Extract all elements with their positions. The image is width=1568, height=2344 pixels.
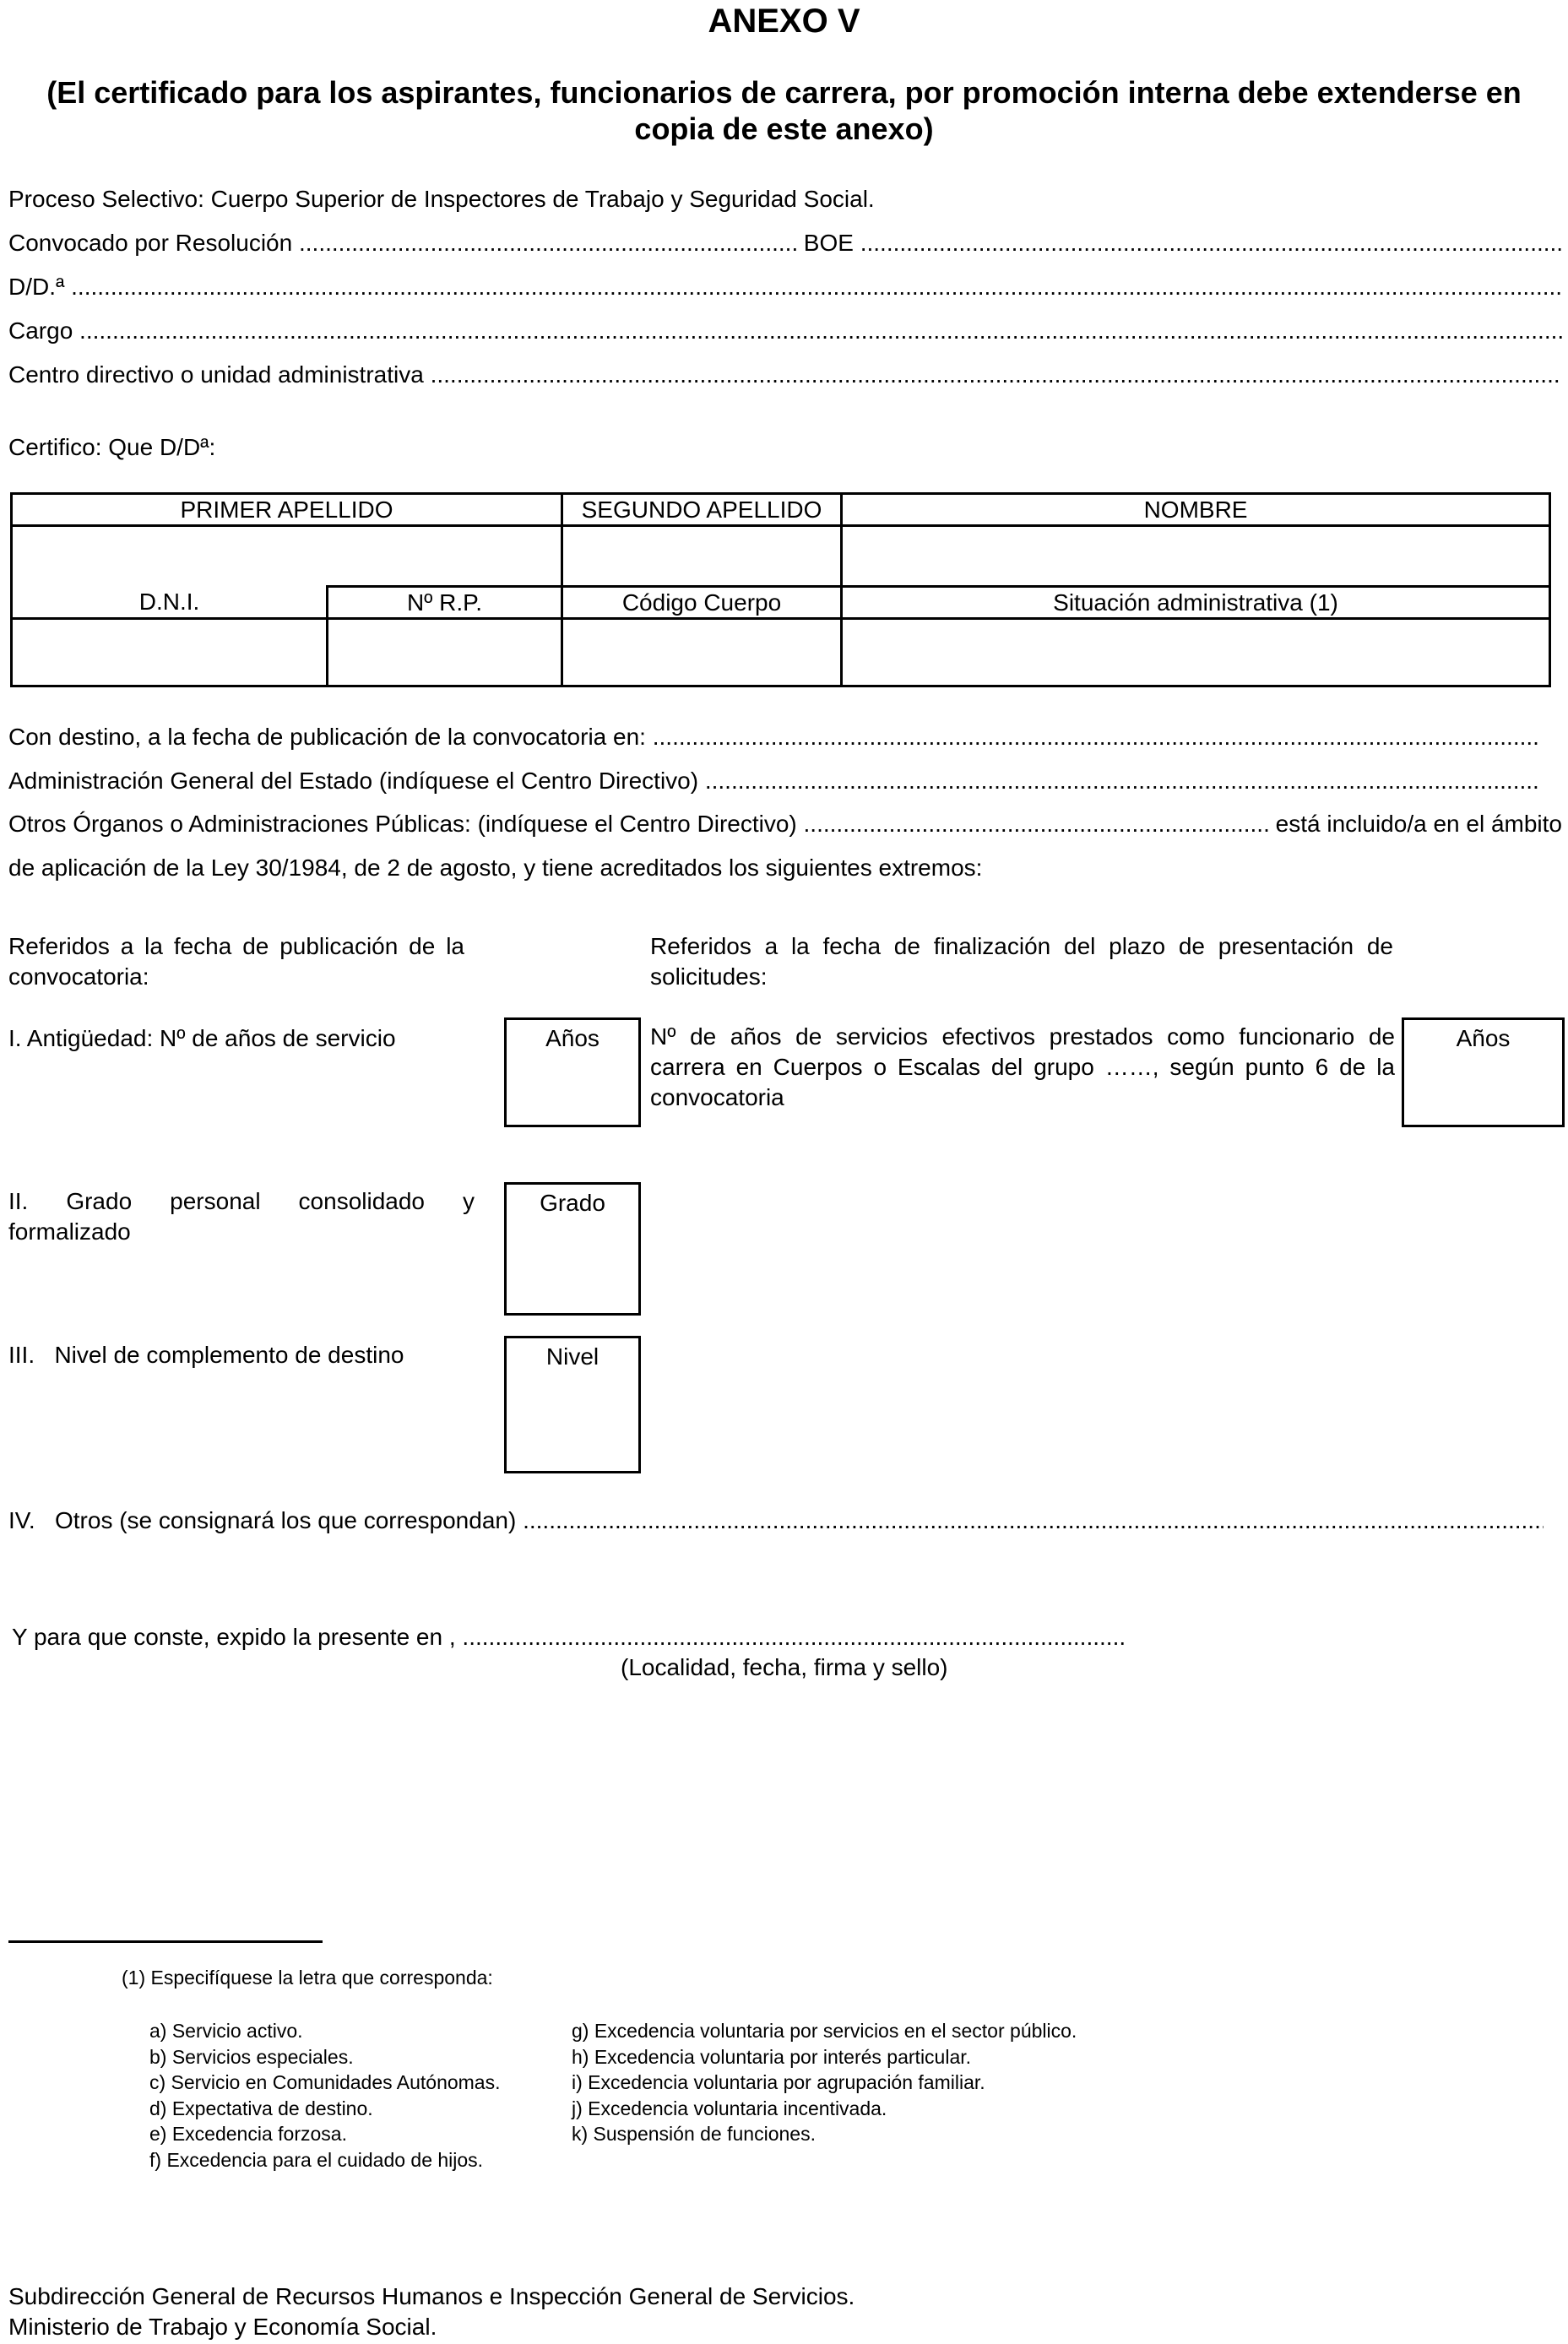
boe-field[interactable] — [860, 228, 1562, 258]
otros-field[interactable] — [523, 1506, 1544, 1535]
boe-label: BOE — [803, 230, 854, 256]
nivel-label: III. Nivel de complemento de destino — [8, 1342, 404, 1368]
convocado-field[interactable] — [299, 228, 797, 258]
antiguedad-label: I. Antigüedad: Nº de años de servicio — [8, 1025, 396, 1051]
cargo-field[interactable] — [79, 316, 1562, 345]
destino-label-3: Otros Órganos o Administraciones Públicas: (indíquese el Centro Directivo) — [8, 811, 797, 837]
footer-line-2: Ministerio de Trabajo y Economía Social. — [8, 2314, 437, 2340]
footnote-item: j) Excedencia voluntaria incentivada. — [572, 2097, 887, 2119]
closing-caption: (Localidad, fecha, firma y sello) — [621, 1654, 948, 1680]
nombre-cell[interactable] — [842, 526, 1550, 587]
referidos-left: Referidos a la fecha de publicación de la convocatoria: — [8, 933, 464, 990]
convocado-line — [8, 228, 1562, 258]
destino-field-2[interactable] — [705, 766, 1541, 795]
grado-box-label: Grado — [540, 1190, 605, 1216]
servicios-box[interactable] — [1402, 1017, 1565, 1127]
closing-line — [12, 1622, 1125, 1652]
dd-line — [8, 272, 1562, 301]
segundo-apellido-cell[interactable] — [562, 526, 842, 587]
nrp-cell[interactable] — [328, 619, 562, 686]
destino-line-2 — [8, 766, 1541, 795]
grado-label: II. Grado personal consolidado y formalizado — [8, 1188, 475, 1245]
centro-label: Centro directivo o unidad administrativa — [8, 361, 424, 388]
footnote-intro: (1) Especifíquese la letra que corresponda: — [122, 1967, 493, 1989]
header-codigo-cuerpo: Código Cuerpo — [562, 587, 842, 619]
header-nombre: NOMBRE — [842, 494, 1550, 526]
footnote-item: c) Servicio en Comunidades Autónomas. — [149, 2071, 501, 2093]
header-nrp: Nº R.P. — [328, 587, 562, 619]
footnote-item: g) Excedencia voluntaria por servicios en el sector público. — [572, 2020, 1077, 2042]
antiguedad-box-label: Años — [545, 1025, 600, 1051]
footer-line-1: Subdirección General de Recursos Humanos e Inspección General de Servicios. — [8, 2283, 855, 2309]
footnote-rule — [8, 1940, 323, 1943]
cargo-label: Cargo — [8, 317, 73, 344]
referidos-right: Referidos a la fecha de finalización del plazo de presentación de solicitudes: — [650, 933, 1393, 990]
footnote-item: b) Servicios especiales. — [149, 2045, 354, 2068]
footnote-item: a) Servicio activo. — [149, 2020, 303, 2042]
primer-apellido-cell[interactable] — [12, 526, 562, 587]
header-primer-apellido: PRIMER APELLIDO — [12, 494, 562, 526]
destino-line-3 — [8, 809, 1562, 838]
nivel-box[interactable] — [504, 1336, 641, 1473]
destino-label-3b: está incluido/a en el ámbito — [1275, 811, 1562, 837]
proceso-selectivo-text: Proceso Selectivo: Cuerpo Superior de Inspectores de Trabajo y Seguridad Social. — [8, 186, 875, 212]
header-situacion: Situación administrativa (1) — [842, 587, 1550, 619]
convocado-label: Convocado por Resolución — [8, 230, 293, 256]
centro-line — [8, 360, 1562, 389]
footnote-right-list — [572, 2018, 1077, 2147]
cargo-line — [8, 316, 1562, 345]
destino-label-1: Con destino, a la fecha de publicación de la convocatoria en: — [8, 724, 646, 750]
certifico-text: Certifico: Que D/Dª: — [8, 434, 216, 460]
destino-label-2: Administración General del Estado (indíquese el Centro Directivo) — [8, 768, 699, 794]
otros-label: IV. Otros (se consignará los que correspondan) — [8, 1507, 517, 1533]
destino-line-4: de aplicación de la Ley 30/1984, de 2 de agosto, y tiene acreditados los siguientes extremos: — [8, 855, 983, 881]
page-subtitle: (El certificado para los aspirantes, funcionarios de carrera, por promoción interna debe extenderse en copia de este anexo) — [46, 75, 1522, 147]
footnote-item: i) Excedencia voluntaria por agrupación familiar. — [572, 2071, 985, 2093]
antiguedad-box[interactable] — [504, 1017, 641, 1127]
footnote-item: k) Suspensión de funciones. — [572, 2123, 816, 2145]
header-dni: D.N.I. — [12, 587, 328, 619]
codigo-cuerpo-cell[interactable] — [562, 619, 842, 686]
identity-table — [10, 492, 1551, 687]
footnote-left-list — [149, 2018, 501, 2173]
header-segundo-apellido: SEGUNDO APELLIDO — [562, 494, 842, 526]
destino-field-1[interactable] — [653, 722, 1541, 751]
grado-box[interactable] — [504, 1182, 641, 1316]
servicios-box-label: Años — [1456, 1025, 1511, 1051]
closing-field[interactable] — [462, 1622, 1125, 1652]
footnote-item: f) Excedencia para el cuidado de hijos. — [149, 2148, 484, 2171]
servicios-text: Nº de años de servicios efectivos prestados como funcionario de carrera en Cuerpos o Escalas del grupo ……, según punto 6 de la convocatoria — [650, 1023, 1395, 1110]
situacion-cell[interactable] — [842, 619, 1550, 686]
footnote-item: h) Excedencia voluntaria por interés particular. — [572, 2045, 972, 2068]
dd-field[interactable] — [71, 272, 1562, 301]
footnote-item: d) Expectativa de destino. — [149, 2097, 373, 2119]
footnote-item: e) Excedencia forzosa. — [149, 2123, 347, 2145]
otros-line — [8, 1506, 1544, 1535]
dni-cell[interactable] — [12, 619, 328, 686]
centro-field[interactable] — [431, 360, 1562, 389]
nivel-box-label: Nivel — [545, 1343, 600, 1370]
page-title: ANEXO V — [708, 3, 860, 40]
destino-field-3[interactable] — [804, 809, 1269, 838]
dd-label: D/D.ª — [8, 274, 65, 300]
destino-line-1 — [8, 722, 1541, 751]
closing-label: Y para que conste, expido la presente en , — [12, 1624, 456, 1650]
